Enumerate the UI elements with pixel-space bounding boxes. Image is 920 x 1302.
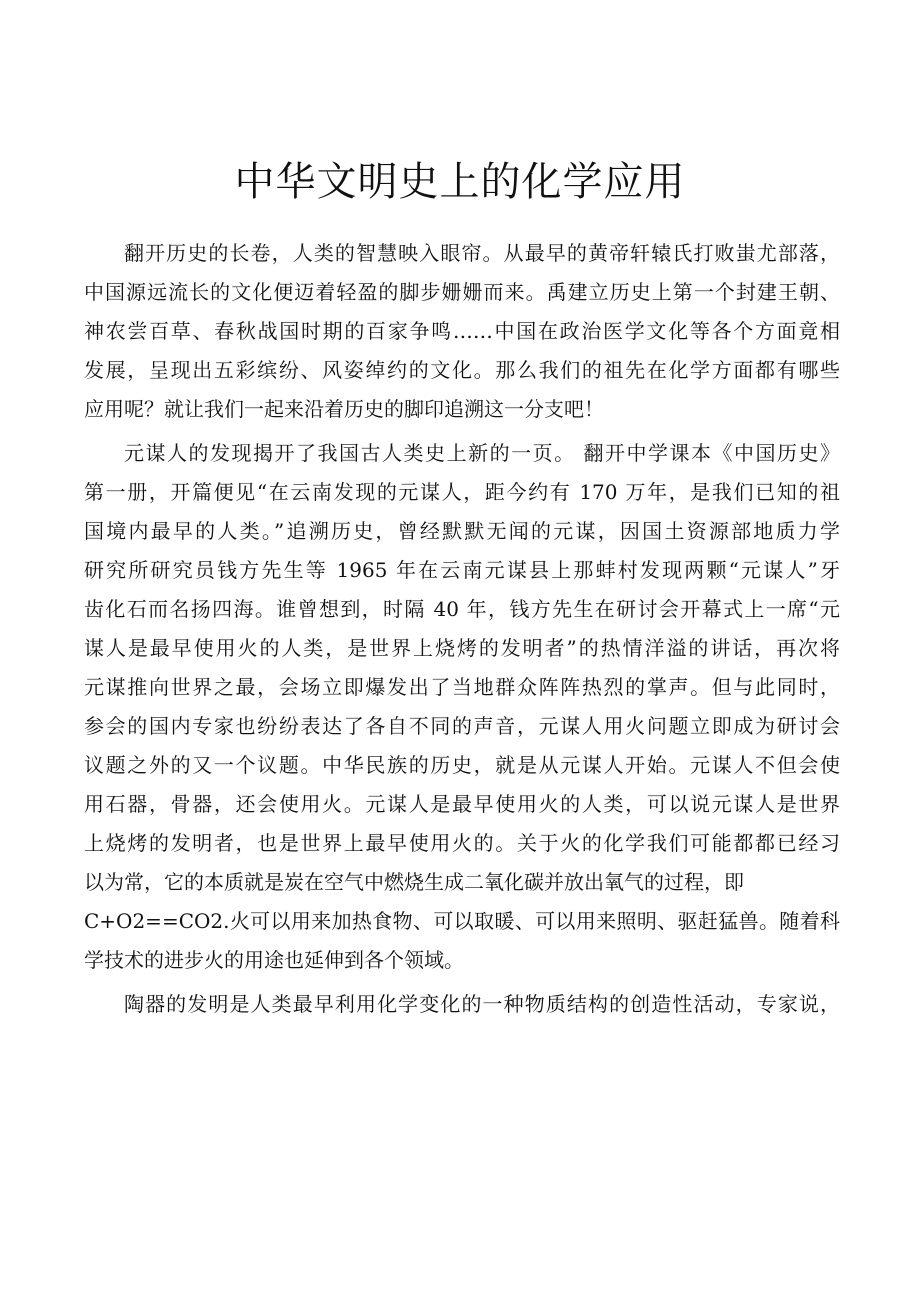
text-line: 神农尝百草、春秋战国时期的百家争鸣……中国在政治医学文化等各个方面竟相 <box>84 319 840 343</box>
text-line: 谋人是最早使用火的人类，是世界上烧烤的发明者”的热情洋溢的讲话，再次将 <box>84 636 840 660</box>
text-line: 参会的国内专家也纷纷表达了各自不同的声音，元谋人用火问题立即成为研讨会 <box>84 714 840 738</box>
text-line: 议题之外的又一个议题。中华民族的历史，就是从元谋人开始。元谋人不但会使 <box>84 753 840 777</box>
text-line: 以为常，它的本质就是炭在空气中燃烧生成二氧化碳并放出氧气的过程，即 <box>84 870 744 894</box>
text-line: C+O2==CO2.火可以用来加热食物、可以取暖、可以用来照明、驱赶猛兽。随着科 <box>84 909 840 933</box>
paragraph-pottery <box>84 985 840 1024</box>
paragraph-yuanmou-man <box>84 434 840 980</box>
text-line: 元谋人的发现揭开了我国古人类史上新的一页。 翻开中学课本《中国历史》 <box>124 441 840 465</box>
text-line: 翻开历史的长卷，人类的智慧映入眼帘。从最早的黄帝轩辕氏打败蚩尤部落， <box>124 241 840 265</box>
document-body <box>84 234 840 1029</box>
text-line: 元谋推向世界之最，会场立即爆发出了当地群众阵阵热烈的掌声。但与此同时， <box>84 675 840 699</box>
text-line: 齿化石而名扬四海。谁曾想到，时隔 40 年，钱方先生在研讨会开幕式上一席“元 <box>84 597 840 621</box>
document-title: 中华文明史上的化学应用 <box>234 159 686 205</box>
paragraph-intro <box>84 234 840 429</box>
text-line: 第一册，开篇便见“在云南发现的元谋人，距今约有 170 万年，是我们已知的祖 <box>84 480 840 504</box>
text-line: 上烧烤的发明者，也是世界上最早使用火的。关于火的化学我们可能都都已经习 <box>84 831 840 855</box>
text-line: 用石器，骨器，还会使用火。元谋人是最早使用火的人类，可以说元谋人是世界 <box>84 792 840 816</box>
text-line: 国境内最早的人类。”追溯历史，曾经默默无闻的元谋，因国土资源部地质力学 <box>84 519 840 543</box>
text-line: 应用呢？就让我们一起来沿着历史的脚印追溯这一分支吧！ <box>84 397 604 421</box>
text-line: 学技术的进步火的用途也延伸到各个领域。 <box>84 948 464 972</box>
text-line: 中国源远流长的文化便迈着轻盈的脚步姗姗而来。禹建立历史上第一个封建王朝、 <box>84 280 840 304</box>
text-line: 陶器的发明是人类最早利用化学变化的一种物质结构的创造性活动，专家说， <box>124 992 840 1016</box>
text-line: 发展，呈现出五彩缤纷、风姿绰约的文化。那么我们的祖先在化学方面都有哪些 <box>84 358 840 382</box>
text-line: 研究所研究员钱方先生等 1965 年在云南元谋县上那蚌村发现两颗“元谋人”牙 <box>84 558 840 582</box>
